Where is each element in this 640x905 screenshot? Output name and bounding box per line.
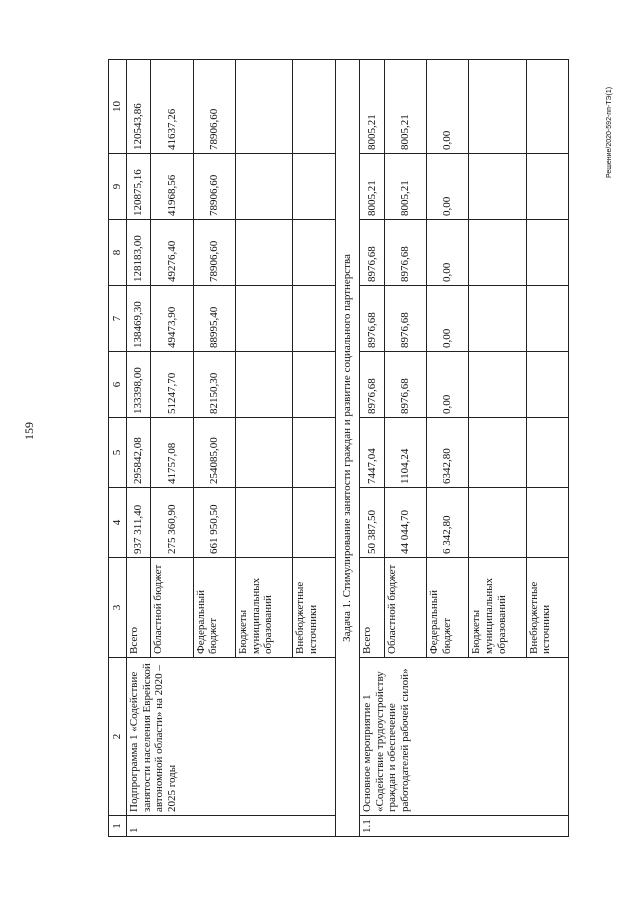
value-cell [293, 488, 335, 558]
value-cell [526, 60, 568, 154]
value-cell: 41757,08 [151, 418, 193, 488]
task-title: Задача 1. Стимулирование занятости граждан и развитие социального партнерства [335, 60, 359, 837]
value-cell [236, 418, 293, 488]
program-name: Подпрограмма 1 «Содействие занятости населения Еврейской автономной области» на 2020 – 2025 годы [127, 658, 336, 816]
value-cell: 88995,40 [193, 286, 235, 352]
header-row [109, 60, 127, 837]
value-cell [236, 352, 293, 418]
header-cell: 2 [109, 658, 127, 816]
value-cell: 51247,70 [151, 352, 193, 418]
value-cell [236, 488, 293, 558]
header-cell: 5 [109, 418, 127, 488]
funding-source: Федеральный бюджет [193, 558, 235, 658]
header-cell: 1 [109, 816, 127, 837]
value-cell: 6 342,80 [426, 488, 468, 558]
value-cell: 8976,68 [384, 352, 426, 418]
document-reference: Решение/2020-592-пп-ТЭ(1) [606, 86, 613, 178]
funding-source: Всего [127, 558, 151, 658]
value-cell [469, 418, 526, 488]
table-row [127, 60, 151, 837]
funding-source: Внебюджетные источники [526, 558, 568, 658]
value-cell [526, 488, 568, 558]
value-cell: 50 387,50 [360, 488, 384, 558]
value-cell: 49276,40 [151, 220, 193, 286]
value-cell: 8976,68 [360, 352, 384, 418]
value-cell: 7447,04 [360, 418, 384, 488]
task-row [335, 60, 359, 837]
value-cell [469, 352, 526, 418]
funding-source: Областной бюджет [384, 558, 426, 658]
value-cell: 41637,26 [151, 60, 193, 154]
value-cell: 133398,00 [127, 352, 151, 418]
value-cell [293, 220, 335, 286]
value-cell [526, 418, 568, 488]
value-cell: 8976,68 [384, 286, 426, 352]
value-cell [236, 220, 293, 286]
value-cell: 937 311,40 [127, 488, 151, 558]
value-cell [236, 154, 293, 220]
rotated-table-container [108, 60, 569, 837]
budget-table [108, 59, 569, 837]
value-cell: 8005,21 [384, 60, 426, 154]
value-cell: 138469,30 [127, 286, 151, 352]
funding-source: Областной бюджет [151, 558, 193, 658]
value-cell [526, 154, 568, 220]
value-cell: 78906,60 [193, 220, 235, 286]
funding-source: Федеральный бюджет [426, 558, 468, 658]
value-cell: 78906,60 [193, 154, 235, 220]
value-cell: 128183,00 [127, 220, 151, 286]
measure-name: Основное мероприятие 1 «Содействие трудоустройству граждан и обеспечение работодателей рабочей силой» [360, 658, 569, 816]
value-cell [526, 286, 568, 352]
header-cell: 7 [109, 286, 127, 352]
value-cell: 78906,60 [193, 60, 235, 154]
value-cell [469, 60, 526, 154]
value-cell [236, 286, 293, 352]
value-cell: 6342,80 [426, 418, 468, 488]
value-cell: 8005,21 [360, 60, 384, 154]
value-cell: 0,00 [426, 60, 468, 154]
header-cell: 3 [109, 558, 127, 658]
header-cell: 6 [109, 352, 127, 418]
value-cell [293, 418, 335, 488]
value-cell [293, 286, 335, 352]
value-cell [293, 60, 335, 154]
table-row [360, 60, 384, 837]
value-cell: 0,00 [426, 286, 468, 352]
funding-source: Внебюджетные источники [293, 558, 335, 658]
value-cell: 44 044,70 [384, 488, 426, 558]
value-cell: 0,00 [426, 154, 468, 220]
funding-source: Бюджеты муниципальных образований [469, 558, 526, 658]
value-cell [469, 154, 526, 220]
value-cell: 295842,08 [127, 418, 151, 488]
value-cell: 120543,86 [127, 60, 151, 154]
value-cell [469, 488, 526, 558]
value-cell [526, 220, 568, 286]
value-cell [469, 220, 526, 286]
funding-source: Всего [360, 558, 384, 658]
value-cell: 661 950,50 [193, 488, 235, 558]
header-cell: 10 [109, 60, 127, 154]
value-cell: 275 360,90 [151, 488, 193, 558]
value-cell [236, 60, 293, 154]
value-cell [293, 154, 335, 220]
value-cell [526, 352, 568, 418]
value-cell [469, 286, 526, 352]
value-cell: 254085,00 [193, 418, 235, 488]
header-cell: 9 [109, 154, 127, 220]
value-cell: 8976,68 [360, 286, 384, 352]
value-cell: 41968,56 [151, 154, 193, 220]
value-cell: 49473,90 [151, 286, 193, 352]
value-cell: 0,00 [426, 220, 468, 286]
value-cell: 82150,30 [193, 352, 235, 418]
funding-source: Бюджеты муниципальных образований [236, 558, 293, 658]
value-cell: 120875,16 [127, 154, 151, 220]
value-cell [293, 352, 335, 418]
value-cell: 8005,21 [360, 154, 384, 220]
measure-number: 1.1 [360, 816, 569, 837]
value-cell: 1104,24 [384, 418, 426, 488]
value-cell: 0,00 [426, 352, 468, 418]
value-cell: 8976,68 [360, 220, 384, 286]
program-number: 1 [127, 816, 336, 837]
value-cell: 8976,68 [384, 220, 426, 286]
value-cell: 8005,21 [384, 154, 426, 220]
header-cell: 4 [109, 488, 127, 558]
page-number: 159 [22, 422, 36, 440]
header-cell: 8 [109, 220, 127, 286]
